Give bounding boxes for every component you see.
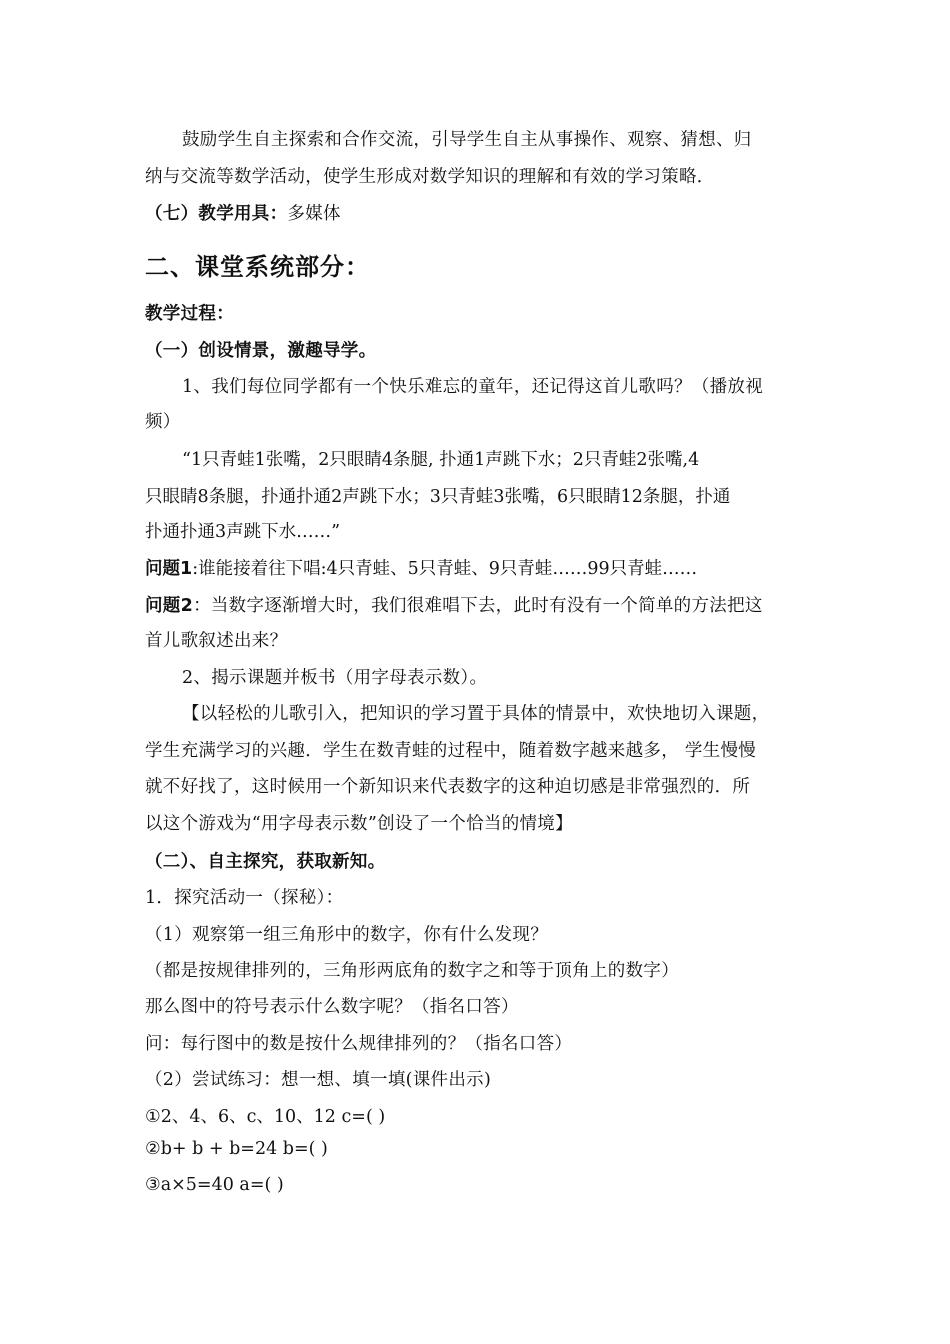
problem-2-text: ：当数字逐渐增大时，我们很难唱下去，此时有没有一个简单的方法把这 [193, 596, 763, 616]
problem-1 [145, 555, 815, 580]
problem-2-line-2: 首儿歌叙述出来？ [145, 631, 288, 651]
song-line-3: 扑通扑通3声跳下水……” [145, 522, 341, 542]
process-heading: 教学过程： [145, 304, 234, 324]
problem-2 [145, 592, 815, 617]
problem-1-text: :谁能接着往下唱:4只青蛙、5只青蛙、9只青蛙……99只青蛙…… [192, 559, 698, 579]
part2-heading: （二）、自主探究，获取新知。 [145, 852, 386, 872]
intro-line-2: 纳与交流等数学活动，使学生形成对数学知识的理解和有效的学习策略． [145, 167, 715, 187]
note-line-4: 以这个游戏为“用字母表示数”创设了一个恰当的情境】 [145, 814, 573, 834]
section-heading: 二、课堂系统部分： [145, 253, 370, 281]
step-2: （2）尝试练习：想一想、填一填(课件出示) [145, 1070, 492, 1090]
step-1: （1）观察第一组三角形中的数字，你有什么发现？ [145, 925, 549, 945]
ask-1: 那么图中的符号表示什么数字呢？（指名口答） [145, 997, 519, 1017]
song-line-2: 只眼睛8条腿，扑通扑通2声跳下水；3只青蛙3张嘴，6只眼睛12条腿，扑通 [145, 487, 731, 507]
part1-heading: （一）创设情景，激趣导学。 [145, 341, 377, 361]
teaching-tools [145, 200, 815, 225]
song-line-1: “1只青蛙1张嘴，2只眼睛4条腿, 扑通1声跳下水；2只青蛙2张嘴,4 [182, 450, 700, 470]
question1-line-2: 频） [145, 412, 181, 432]
note-line-1: 【以轻松的儿歌引入，把知识的学习置于具体的情景中，欢快地切入课题， [182, 704, 770, 724]
question1-line-1: 1、我们每位同学都有一个快乐难忘的童年，还记得这首儿歌吗？（播放视 [182, 377, 764, 397]
step-1-answer: （都是按规律排列的，三角形两底角的数字之和等于顶角上的数字） [145, 961, 679, 981]
problem-2-label: 问题2 [145, 596, 194, 616]
note-line-3: 就不好找了，这时候用一个新知识来代表数字的这种迫切感是非常强烈的．所 [145, 777, 751, 797]
exercise-2: ②b+ b + b=24 b=( ) [145, 1139, 328, 1159]
teaching-tools-value: 多媒体 [287, 204, 341, 224]
problem-1-label: 问题1 [145, 559, 193, 579]
ask-2: 问：每行图中的数是按什么规律排列的？（指名口答） [145, 1034, 573, 1054]
intro-line-1: 鼓励学生自主探索和合作交流，引导学生自主从事操作、观察、猜想、归 [182, 130, 752, 150]
reveal-topic: 2、揭示课题并板书（用字母表示数）。 [182, 668, 488, 688]
exercise-1: ①2、4、6、c、10、12 c=( ) [145, 1107, 386, 1127]
note-line-2: 学生充满学习的兴趣．学生在数青蛙的过程中，随着数字越来越多， 学生慢慢 [145, 741, 757, 761]
exercise-3: ③a×5=40 a=( ) [145, 1175, 284, 1195]
teaching-tools-label: （七）教学用具： [145, 204, 288, 224]
activity-1: 1．探究活动一（探秘）： [145, 888, 344, 908]
